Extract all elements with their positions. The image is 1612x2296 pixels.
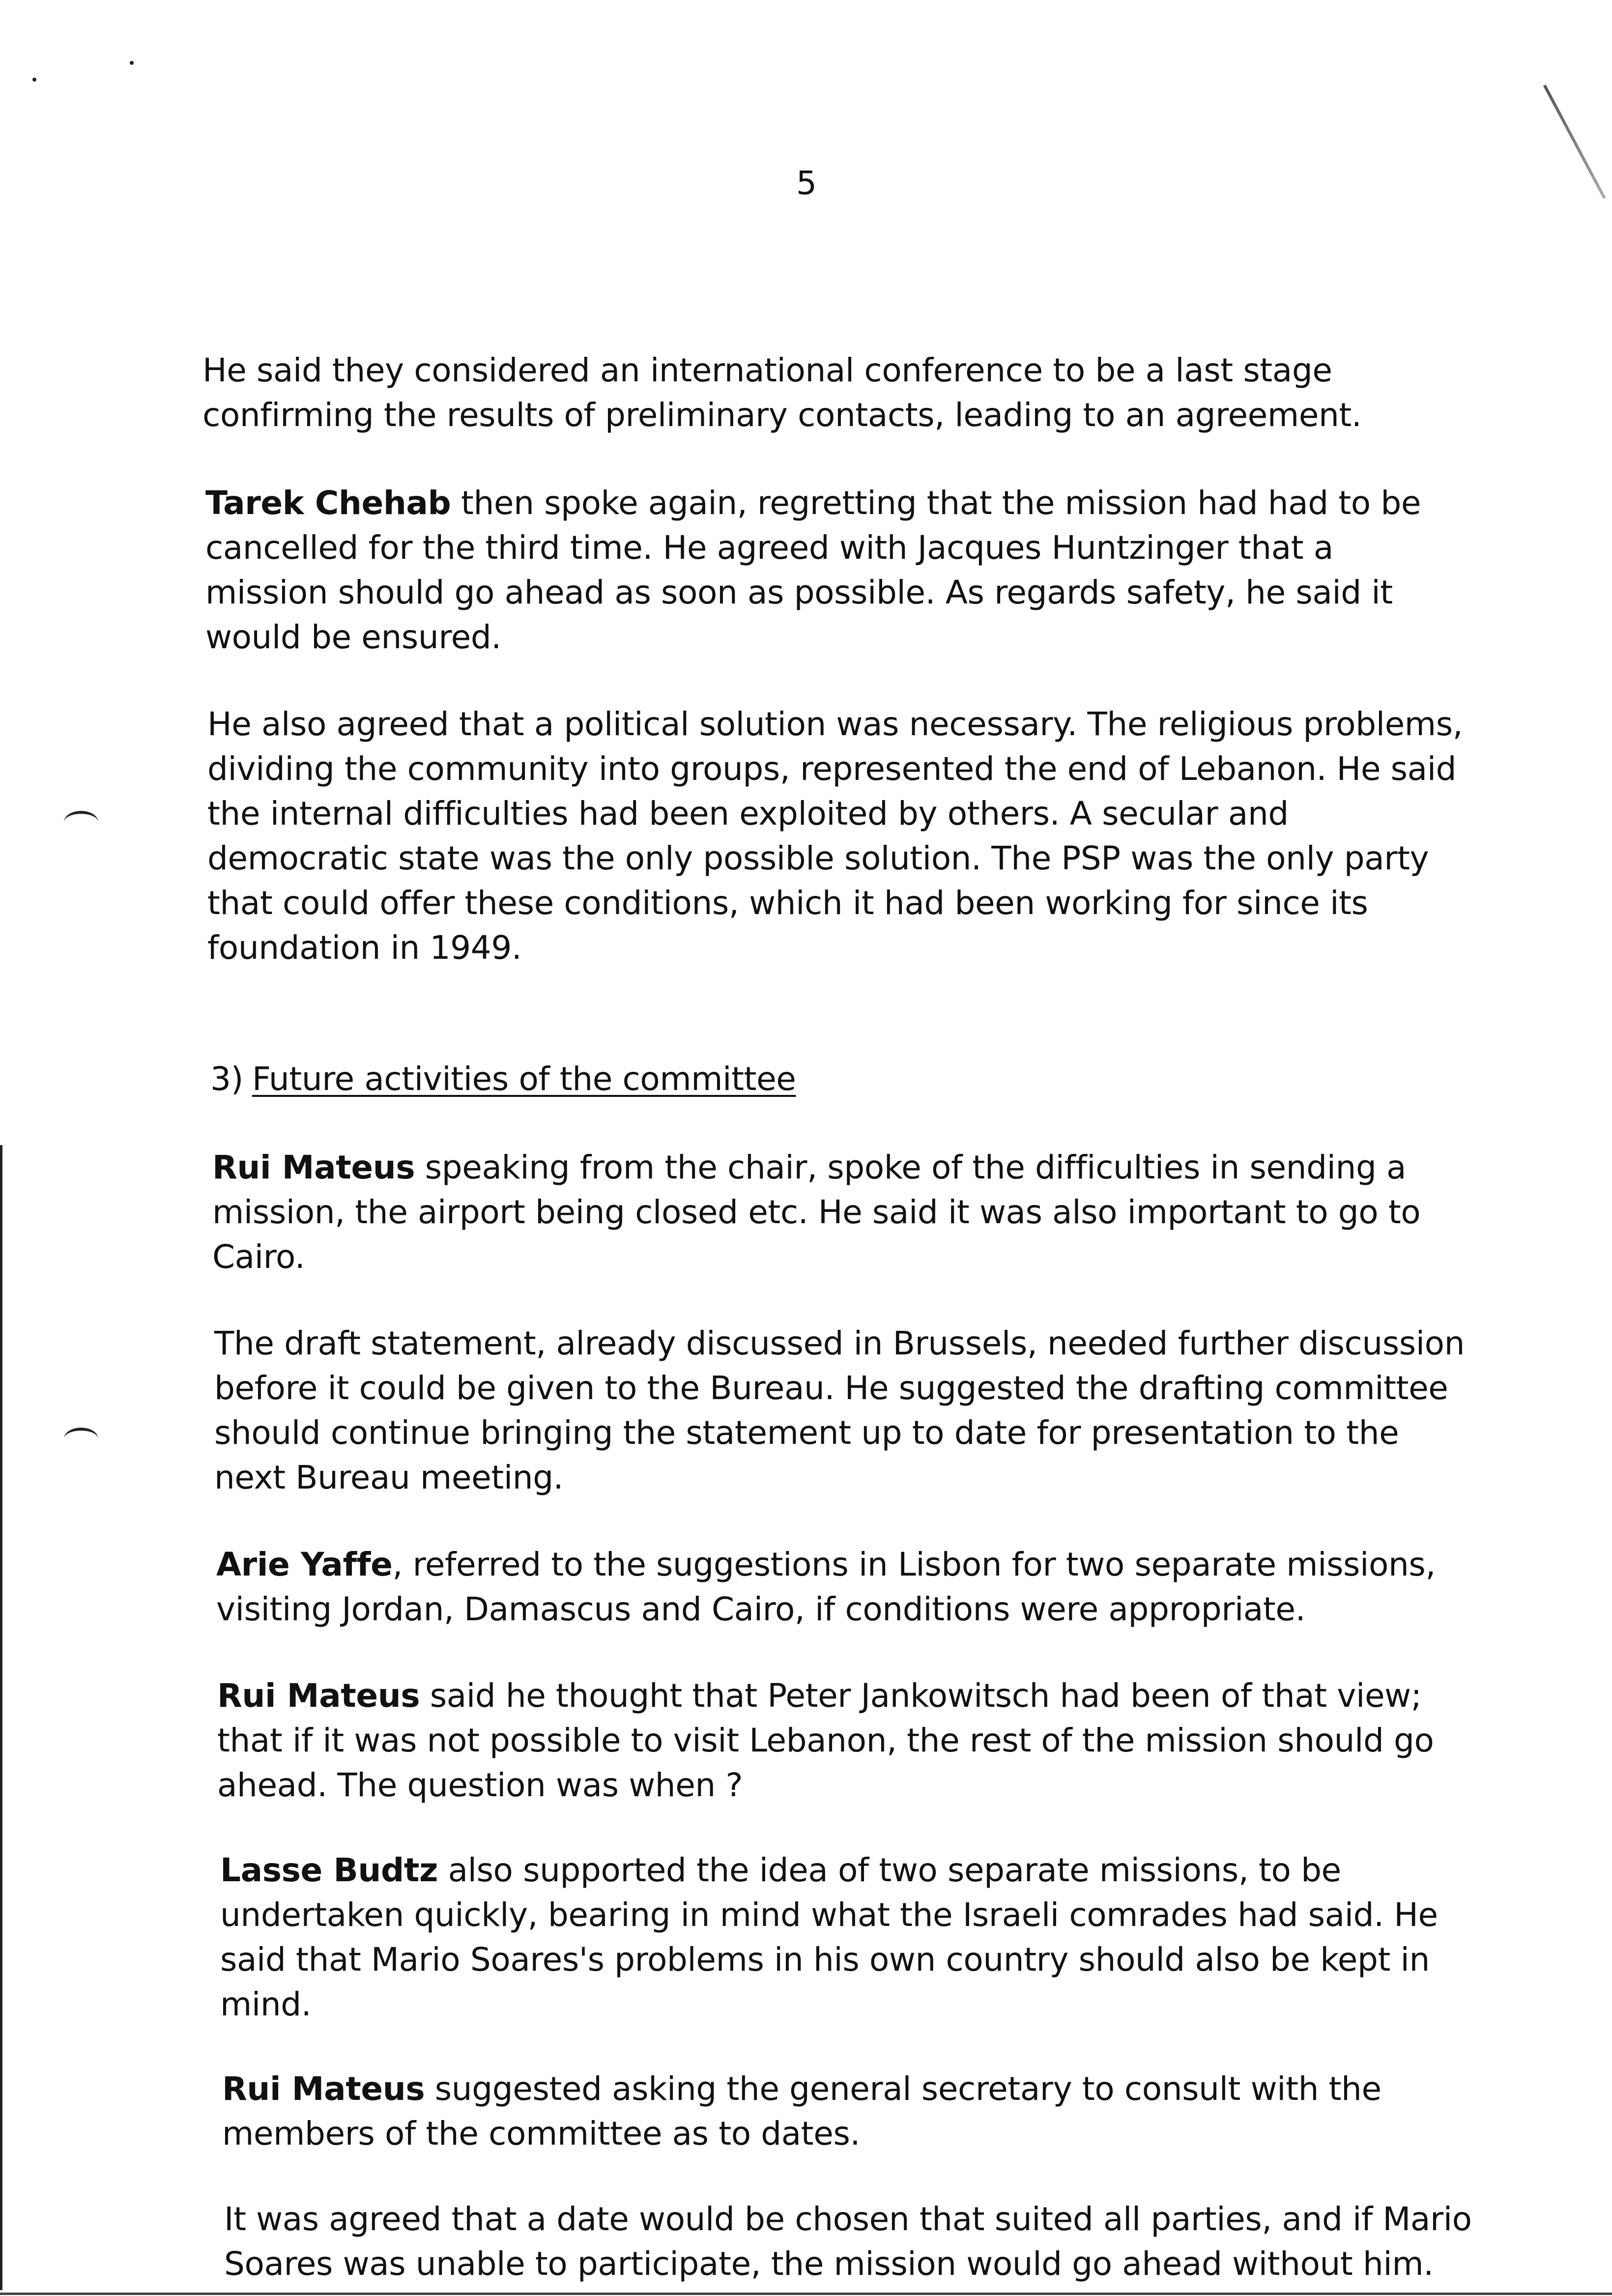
paragraph-text: The draft statement, already discussed in Brussels, needed further discussion before it could be given to the Bureau. He suggested the drafting committee should continue bringing the statement up to date for presentation to the next Bureau meeting. [214,1324,1465,1496]
scan-streak [1543,85,1606,199]
scan-margin-line [0,1145,2,2290]
section-title: Future activities of the committee [252,1060,796,1098]
paragraph-text: then spoke again, regretting that the mission had had to be cancelled for the third time. He agreed with Jacques Huntzinger that a mission should go ahead as soon as possible. As regards safety, he said it would be ensured. [205,484,1421,656]
scan-speck [32,78,36,82]
paragraph-conference [202,348,1461,437]
paragraph-text: speaking from the chair, spoke of the difficulties in sending a mission, the airport being closed etc. He said it was also important to go to Cairo. [212,1148,1421,1276]
scan-bottom-line [0,2293,1612,2295]
paragraph-rui-mateus-chair [212,1145,1470,1279]
paragraph-text: , referred to the suggestions in Lisbon for two separate missions, visiting Jordan, Damascus and Cairo, if conditions were appropriate. [216,1546,1436,1628]
section-heading [210,1057,1468,1101]
speaker-name: Rui Mateus [212,1148,415,1186]
paragraph-arie-yaffe [216,1542,1474,1632]
paragraph-text: said he thought that Peter Jankowitsch had been of that view; that if it was not possible to visit Lebanon, the rest of the mission should go ahead. The question was when ? [217,1677,1434,1804]
paragraph-tarek-chehab [205,481,1464,660]
speaker-name: Rui Mateus [222,2070,425,2108]
speaker-name: Lasse Budtz [220,1851,438,1889]
paragraph-rui-mateus-view [217,1673,1475,1808]
paragraph-text: He also agreed that a political solution was necessary. The religious problems, dividing the community into groups, represented the end of Lebanon. He said the internal difficulties had been exploited by others. A secular and democratic state was the only possible solution. The PSP was the only party that could offer these conditions, which it had been working for since its foundation in 1949. [207,705,1463,967]
paragraph-agreement [224,2197,1482,2286]
speaker-name: Arie Yaffe [216,1546,393,1583]
paragraph-text: suggested asking the general secretary to consult with the members of the committee as to dates. [222,2070,1382,2152]
section-number: 3) [210,1060,243,1098]
scan-speck [130,61,134,65]
paragraph-text: He said they considered an international conference to be a last stage confirming the results of preliminary contacts, leading to an agreement. [202,351,1362,434]
speaker-name: Rui Mateus [217,1677,420,1715]
page-number: 5 [796,164,817,202]
speaker-name: Tarek Chehab [205,484,451,522]
paragraph-text: also supported the idea of two separate missions, to be undertaken quickly, bearing in mind what the Israeli comrades had said. He said that Mario Soares's problems in his own country should also be kept in mind. [220,1851,1438,2023]
paragraph-draft-statement [214,1321,1472,1500]
punch-hole-mark [64,1428,98,1450]
paragraph-political-solution [207,702,1466,970]
punch-hole-mark [64,811,98,833]
paragraph-lasse-budtz [220,1848,1478,2027]
paragraph-text: It was agreed that a date would be chosen that suited all parties, and if Mario Soares was unable to participate, the mission would go ahead without him. [224,2200,1472,2283]
paragraph-rui-mateus-dates [222,2066,1480,2156]
